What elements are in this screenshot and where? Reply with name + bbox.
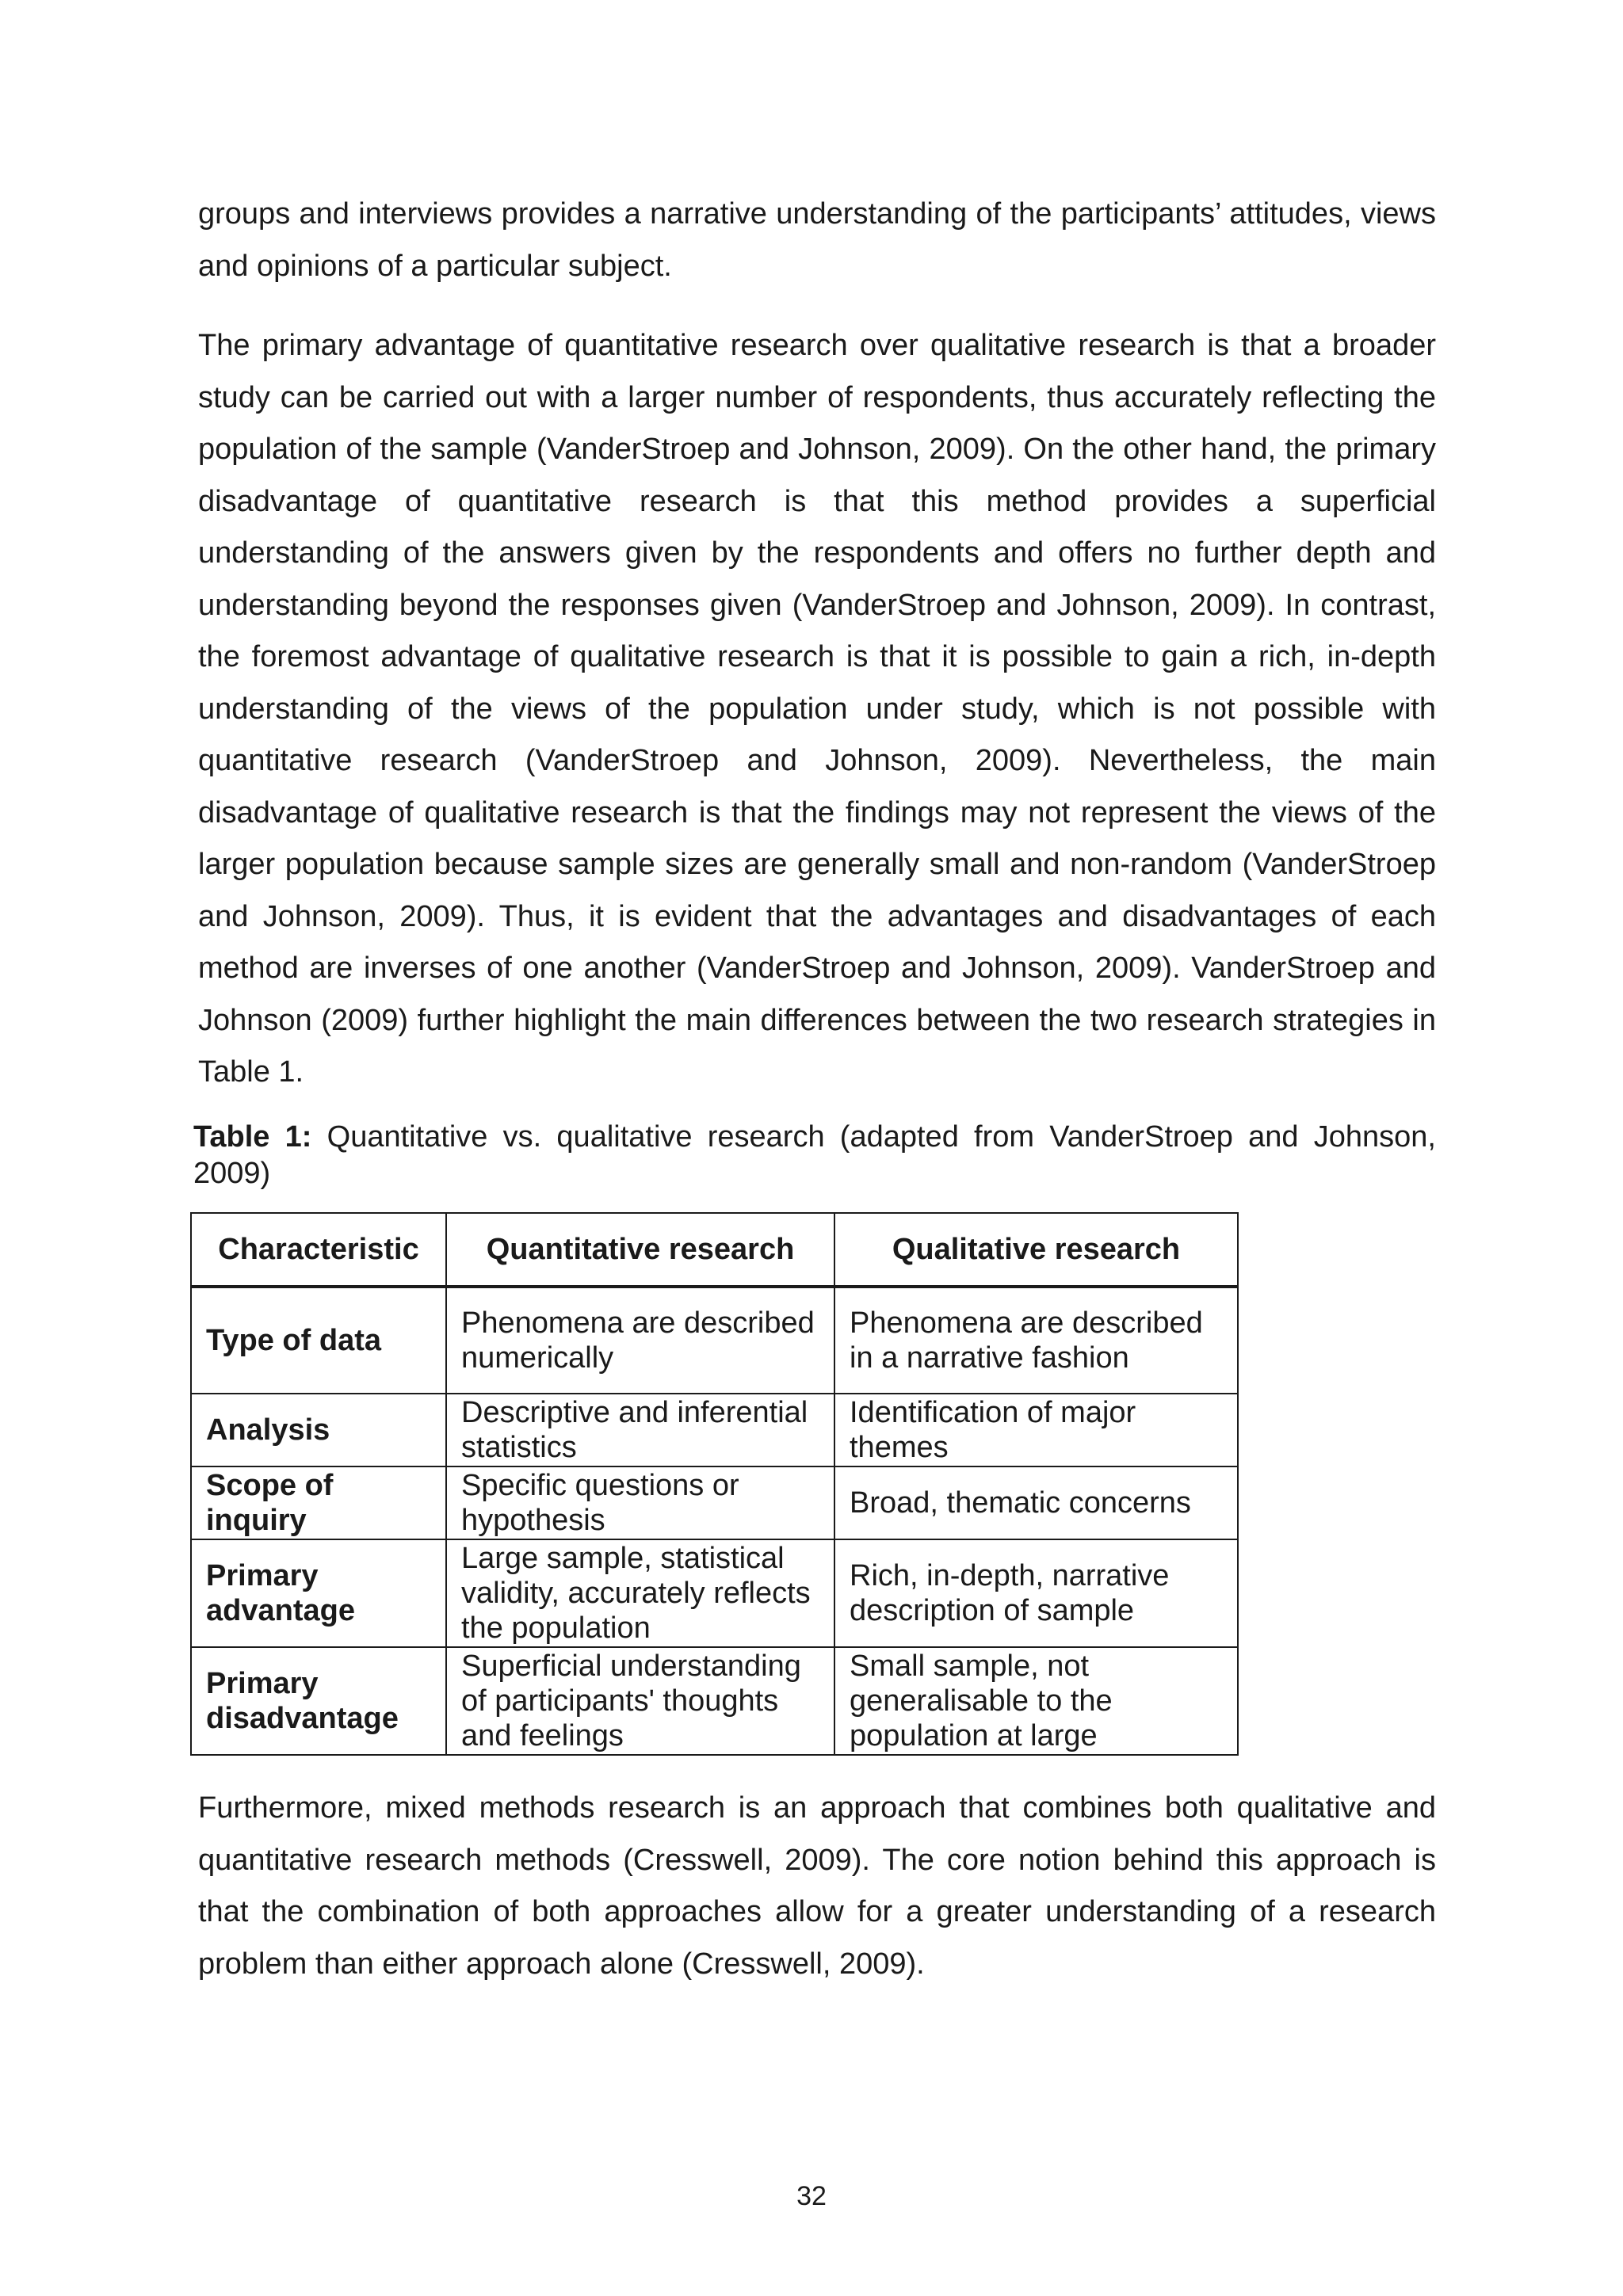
qualitative-cell: Rich, in-depth, narrative description of sample xyxy=(834,1539,1238,1647)
paragraph-advantages-disadvantages: The primary advantage of quantitative research over qualitative research is that a broader study can be carried out with a larger number of respondents, thus accurately reflecting the population of the sample (VanderStroep and Johnson, 2009). On the other hand, the primary disadvantage of quantitative research is that this method provides a superficial understanding of the answers given by the respondents and offers no further depth and understanding beyond the responses given (VanderStroep and Johnson, 2009). In contrast, the foremost advantage of qualitative research is that it is possible to gain a rich, in-depth understanding of the views of the population under study, which is not possible with quantitative research (VanderStroep and Johnson, 2009). Nevertheless, the main disadvantage of qualitative research is that the findings may not represent the views of the larger population because sample sizes are generally small and non-random (VanderStroep and Johnson, 2009). Thus, it is evident that the advantages and disadvantages of each method are inverses of one another (VanderStroep and Johnson, 2009). VanderStroep and Johnson (2009) further highlight the main differences between the two research strategies in Table 1. xyxy=(198,329,1436,1089)
row-label: Scope of inquiry xyxy=(191,1466,446,1539)
row-label: Primary disadvantage xyxy=(191,1647,446,1755)
table-caption xyxy=(193,1119,1436,1192)
quantitative-cell: Superficial understanding of participants' thoughts and feelings xyxy=(446,1647,834,1755)
table-header-row xyxy=(191,1213,1238,1287)
qualitative-cell: Identification of major themes xyxy=(834,1394,1238,1466)
table-row xyxy=(191,1647,1238,1755)
table-caption-text: Quantitative vs. qualitative research (adapted from VanderStroep and Johnson, 2009) xyxy=(193,1120,1436,1190)
page-number: 32 xyxy=(796,2181,827,2211)
header-quantitative: Quantitative research xyxy=(446,1213,834,1287)
qualitative-cell: Broad, thematic concerns xyxy=(834,1466,1238,1539)
paragraph-mixed-methods: Furthermore, mixed methods research is an approach that combines both qualitative and quantitative research methods (Cresswell, 2009). The core notion behind this approach is that the combination of both approaches allow for a greater understanding of a research problem than either approach alone (Cresswell, 2009). xyxy=(198,1791,1436,1981)
row-label: Primary advantage xyxy=(191,1539,446,1647)
quantitative-cell: Phenomena are described numerically xyxy=(446,1287,834,1394)
table-row xyxy=(191,1287,1238,1394)
quantitative-cell: Large sample, statistical validity, accurately reflects the population xyxy=(446,1539,834,1647)
table-row xyxy=(191,1394,1238,1466)
paragraph-intro-continuation: groups and interviews provides a narrative understanding of the participants’ attitudes, views and opinions of a particular subject. xyxy=(198,197,1436,283)
header-qualitative: Qualitative research xyxy=(834,1213,1238,1287)
table-row xyxy=(191,1539,1238,1647)
quantitative-cell: Specific questions or hypothesis xyxy=(446,1466,834,1539)
table-caption-label: Table 1: xyxy=(193,1120,312,1154)
comparison-table xyxy=(190,1212,1239,1756)
header-characteristic: Characteristic xyxy=(191,1213,446,1287)
quantitative-cell: Descriptive and inferential statistics xyxy=(446,1394,834,1466)
row-label: Analysis xyxy=(191,1394,446,1466)
qualitative-cell: Small sample, not generalisable to the population at large xyxy=(834,1647,1238,1755)
row-label: Type of data xyxy=(191,1287,446,1394)
table-row xyxy=(191,1466,1238,1539)
qualitative-cell: Phenomena are described in a narrative fashion xyxy=(834,1287,1238,1394)
